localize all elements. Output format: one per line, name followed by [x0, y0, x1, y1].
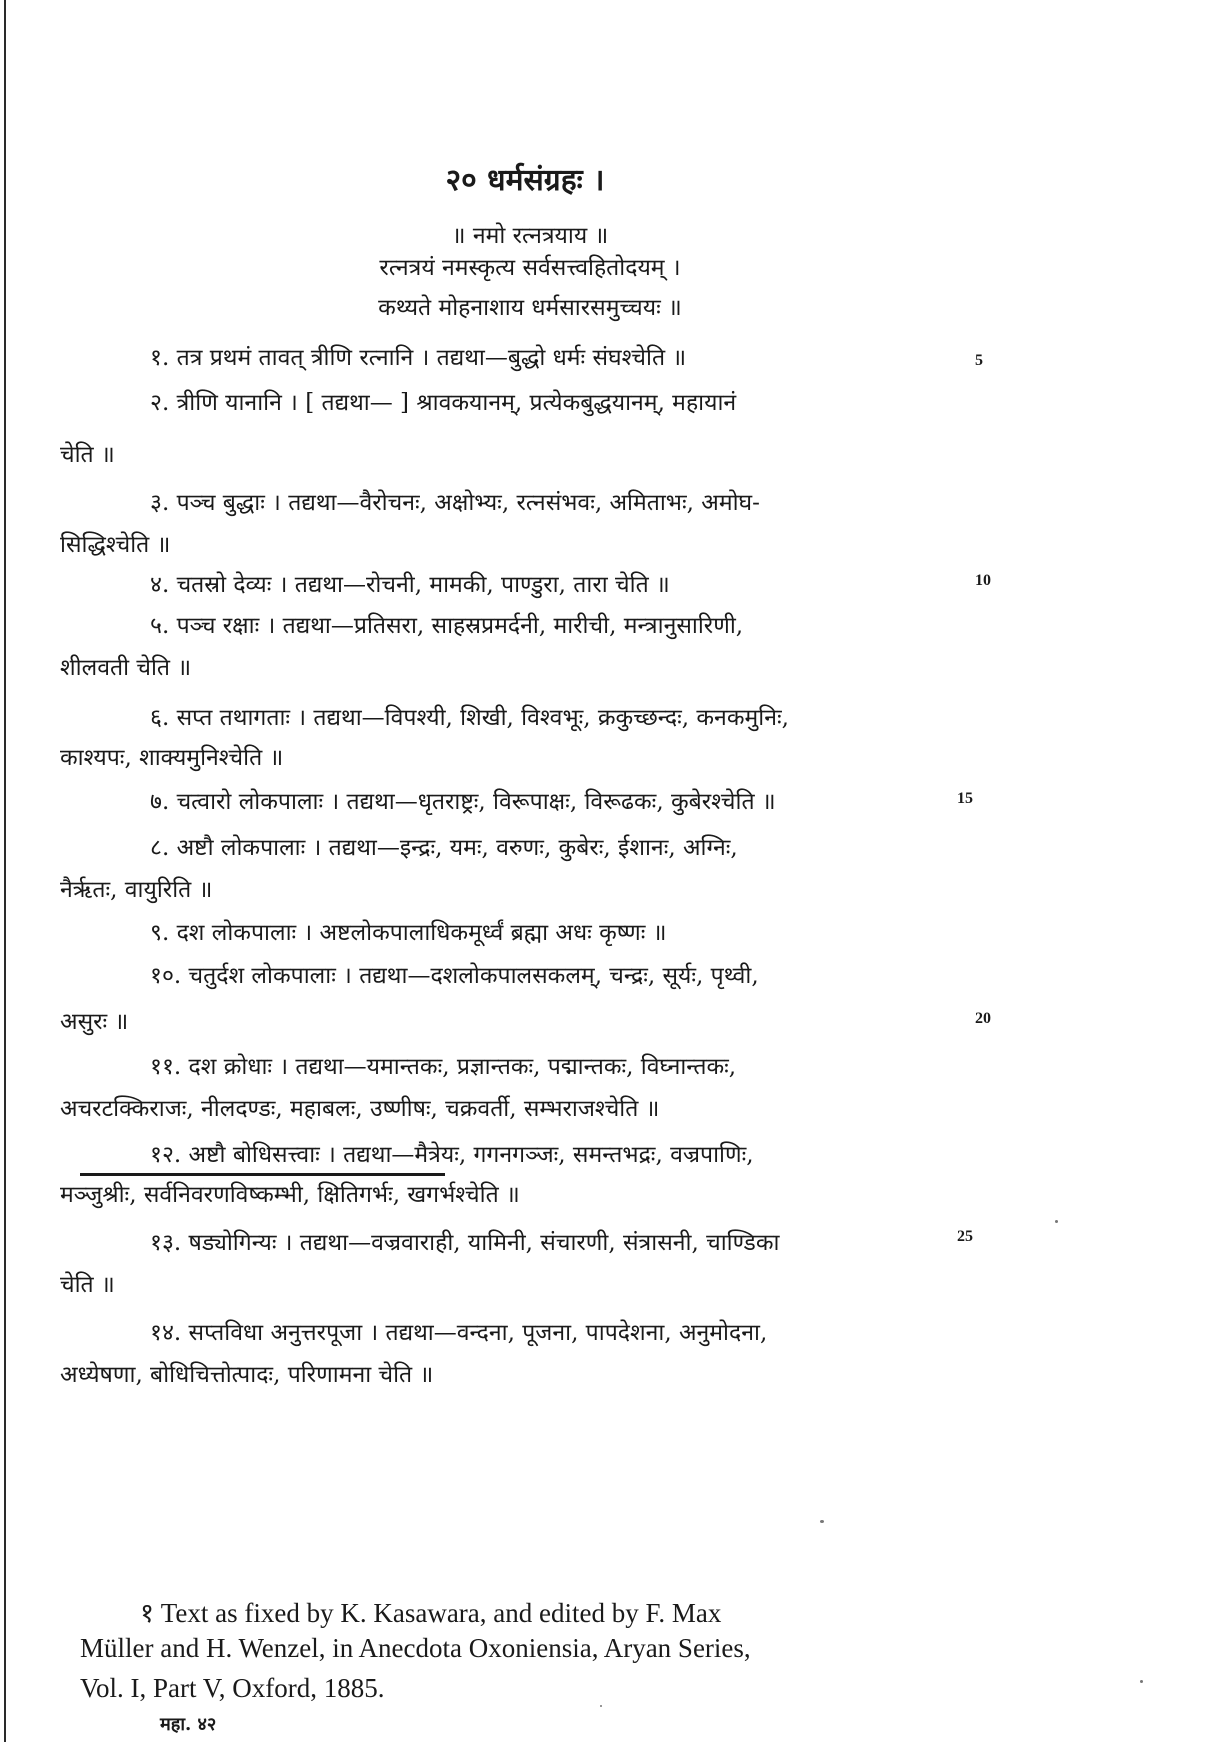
line-number: 25: [957, 1228, 973, 1245]
verse-line-2: कथ्यते मोहनाशाय धर्मसारसमुच्चयः ॥: [378, 295, 682, 321]
footnote-line: Müller and H. Wenzel, in Anecdota Oxoniensia, Aryan Series,: [80, 1633, 751, 1663]
text-line: असुरः ॥: [60, 1009, 129, 1035]
text-line: चेति ॥: [60, 1272, 115, 1298]
text-line: अध्येषणा, बोधिचित्तोत्पादः, परिणामना चेति ॥: [60, 1362, 434, 1388]
footnote-rule: [80, 1173, 445, 1176]
footnote-line: १ Text as fixed by K. Kasawara, and edited by F. Max: [140, 1598, 722, 1628]
text-line: चेति ॥: [60, 442, 115, 468]
invocation: ॥ नमो रत्नत्रयाय ॥: [451, 223, 609, 249]
text-line: ३. पञ्च बुद्धाः । तद्यथा—वैरोचनः, अक्षोभ्यः, रत्नसंभवः, अमिताभः, अमोघ-: [150, 490, 760, 516]
text-line: नैर्ऋतः, वायुरिति ॥: [60, 877, 213, 903]
line-number: 15: [957, 790, 973, 807]
text-line: सिद्धिश्चेति ॥: [60, 532, 171, 558]
text-line: काश्यपः, शाक्यमुनिश्चेति ॥: [60, 745, 284, 771]
text-line: २. त्रीणि यानानि । [ तद्यथा— ] श्रावकयानम्, प्रत्येकबुद्धयानम्, महायानं: [150, 390, 737, 416]
text-line: अचरटक्किराजः, नीलदण्डः, महाबलः, उष्णीषः, चक्रवर्ती, सम्भराजश्चेति ॥: [60, 1096, 660, 1122]
text-line: १२. अष्टौ बोधिसत्त्वाः । तद्यथा—मैत्रेयः, गगनगञ्जः, समन्तभद्रः, वज्रपाणिः,: [150, 1142, 754, 1168]
scan-speck: [1055, 1220, 1058, 1223]
line-number: 20: [975, 1010, 991, 1027]
footnote-line: Vol. I, Part V, Oxford, 1885.: [80, 1673, 385, 1703]
text-line: ६. सप्त तथागताः । तद्यथा—विपश्यी, शिखी, विश्वभूः, क्रकुच्छन्दः, कनकमुनिः,: [150, 705, 789, 731]
signature-mark: महा. ४२: [160, 1714, 217, 1735]
text-line: १. तत्र प्रथमं तावत् त्रीणि रत्नानि । तद्यथा—बुद्धो धर्मः संघश्चेति ॥: [150, 345, 687, 371]
text-line: ११. दश क्रोधाः । तद्यथा—यमान्तकः, प्रज्ञान्तकः, पद्मान्तकः, विघ्नान्तकः,: [150, 1054, 737, 1080]
scan-speck: [600, 1705, 602, 1707]
text-line: शीलवती चेति ॥: [60, 655, 192, 681]
text-line: ९. दश लोकपालाः । अष्टलोकपालाधिकमूर्ध्वं ब्रह्मा अधः कृष्णः ॥: [150, 920, 667, 946]
page-title: २० धर्मसंग्रहः ।: [445, 163, 605, 198]
text-line: १३. षड्योगिन्यः । तद्यथा—वज्रवाराही, यामिनी, संचारणी, संत्रासनी, चाण्डिका: [150, 1230, 780, 1256]
scan-speck: [820, 1520, 824, 1523]
text-line: १०. चतुर्दश लोकपालाः । तद्यथा—दशलोकपालसकलम्, चन्द्रः, सूर्यः, पृथ्वी,: [150, 963, 759, 989]
text-line: मञ्जुश्रीः, सर्वनिवरणविष्कम्भी, क्षितिगर्भः, खगर्भश्चेति ॥: [60, 1182, 520, 1208]
scan-speck: [1140, 1680, 1143, 1683]
text-line: ४. चतस्रो देव्यः । तद्यथा—रोचनी, मामकी, पाण्डुरा, तारा चेति ॥: [150, 572, 670, 598]
text-line: १४. सप्तविधा अनुत्तरपूजा । तद्यथा—वन्दना, पूजना, पापदेशना, अनुमोदना,: [150, 1320, 768, 1346]
line-number: 5: [975, 352, 983, 369]
line-number: 10: [975, 572, 991, 589]
text-line: ८. अष्टौ लोकपालाः । तद्यथा—इन्द्रः, यमः, वरुणः, कुबेरः, ईशानः, अग्निः,: [150, 835, 738, 861]
verse-line-1: रत्नत्रयं नमस्कृत्य सर्वसत्त्वहितोदयम् ।: [379, 255, 681, 281]
text-line: ७. चत्वारो लोकपालाः । तद्यथा—धृतराष्ट्रः, विरूपाक्षः, विरूढकः, कुबेरश्चेति ॥: [150, 789, 776, 815]
text-line: ५. पञ्च रक्षाः । तद्यथा—प्रतिसरा, साहस्रप्रमर्दनी, मारीची, मन्त्रानुसारिणी,: [150, 613, 744, 639]
